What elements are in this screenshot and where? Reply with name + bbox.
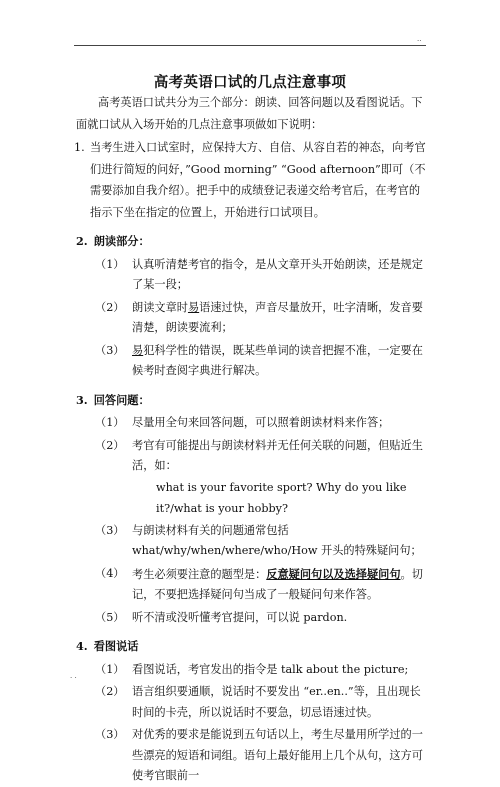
section-2-title: 朗读部分： <box>93 234 150 248</box>
section-2-item-2-text-pre: 朗读文章时 <box>132 300 188 314</box>
section-2-item-1-number: （1） <box>95 257 125 271</box>
section-3-number: 3. <box>76 392 88 407</box>
section-4-item-1-text: 看图说话，考官发出的指令是 talk about the picture; <box>132 662 409 676</box>
section-4-item-3 <box>76 725 426 787</box>
section-3-item-2-number: （2） <box>95 438 125 452</box>
section-3-item-4-text-post: 。切记，不要把选择疑问句当成了一般疑问句来作答。 <box>132 567 423 601</box>
section-2-item-2-number: （2） <box>95 300 125 314</box>
section-4-heading <box>76 636 426 658</box>
intro-paragraph: 高考英语口试共分为三个部分：朗读、回答问题以及看图说话。下面就口试从入场开始的几点注意事项做如下说明： <box>76 96 423 131</box>
section-3-item-2 <box>76 436 426 477</box>
section-3-item-3-number: （3） <box>95 523 125 537</box>
section-3-item-4-emphasis: 反意疑问句以及选择疑问句 <box>266 566 401 581</box>
section-3-item-4-number: （4） <box>95 566 125 580</box>
footer-mark: . . <box>70 672 77 680</box>
section-2-item-2 <box>76 298 426 339</box>
section-3-item-5-text: 听不清或没听懂考官提问，可以说 pardon. <box>132 610 348 624</box>
header-rule <box>74 45 426 46</box>
section-2-item-3-text: 犯科学性的错误，既某些单词的读音把握不准，一定要在候考时查阅字典进行解决。 <box>132 343 423 377</box>
section-3-item-1-number: （1） <box>95 416 125 429</box>
section-3-item-4-text-pre: 考生必须要注意的题型是： <box>132 567 267 581</box>
section-2-heading <box>76 231 426 253</box>
section-4-item-3-text: 对优秀的要求是能说到五句话以上，考生尽量用所学过的一些漂亮的短语和词组。语句上最好能用上几个从句，这方可使考官眼前一 <box>132 728 423 782</box>
section-2-number: 2. <box>76 234 88 248</box>
section-4-title: 看图说话 <box>93 639 139 653</box>
section-2-item-1 <box>76 255 426 296</box>
section-2-item-1-text: 认真听清楚考官的指令，是从文章开头开始朗读，还是规定了某一段； <box>132 257 423 291</box>
section-2-item-2-text-post: 语速过快，声音尽量放开，吐字清晰，发音要清楚，朗读要流利； <box>132 300 423 334</box>
item-1-number: 1. <box>74 141 85 154</box>
document-body <box>76 92 426 787</box>
section-4-item-2-text: 语言组织要通顺，说话时不要发出 “er..en..”等，且出现长时间的卡壳，所以说话时不要急，切忌语速过快。 <box>132 685 421 719</box>
item-1-text: 当考生进入口试室时，应保持大方、自信、从容自若的神态，向考官们进行简短的问好，”Good morning” “Good afternoon”即可（不需要添加自我介绍）。把手中的成绩登记表递交给考官后，在考官的指示下坐在指定的位置上，开始进行口试项目。 <box>90 141 426 219</box>
item-1 <box>76 137 426 223</box>
section-3-item-5 <box>76 608 426 629</box>
section-4-item-3-number: （3） <box>95 728 125 741</box>
section-2-item-2-underlined: 易 <box>187 300 200 314</box>
section-2-item-3-underlined: 易 <box>132 343 144 357</box>
section-4-item-1-number: （1） <box>95 662 125 676</box>
section-3-item-3-text: 与朗读材料有关的问题通常包括 what/why/when/where/who/How 开头的特殊疑问句； <box>132 523 422 557</box>
section-4-item-2 <box>76 682 426 723</box>
section-3-heading <box>76 390 426 412</box>
section-3-item-5-number: （5） <box>95 610 125 624</box>
header-mark: .. <box>417 35 422 43</box>
section-4-item-1 <box>76 660 426 681</box>
section-3-item-3 <box>76 521 426 562</box>
section-2-item-3 <box>76 341 426 382</box>
section-3-item-2-text: 考官有可能提出与朗读材料并无任何关联的问题，但贴近生活，如： <box>132 438 423 472</box>
section-3-item-1 <box>76 413 426 434</box>
section-3-item-1-text: 尽量用全句来回答问题，可以照着朗读材料来作答； <box>132 416 390 429</box>
section-3-title: 回答问题： <box>93 392 150 407</box>
example-questions: what is your favorite sport? Why do you like it?/what is your hobby? <box>156 480 407 515</box>
section-3-item-4 <box>76 564 426 606</box>
section-4-number: 4. <box>76 639 88 653</box>
page-title: 高考英语口试的几点注意事项 <box>153 74 347 91</box>
section-4-item-2-number: （2） <box>95 685 125 698</box>
section-2-item-3-number: （3） <box>95 343 125 357</box>
